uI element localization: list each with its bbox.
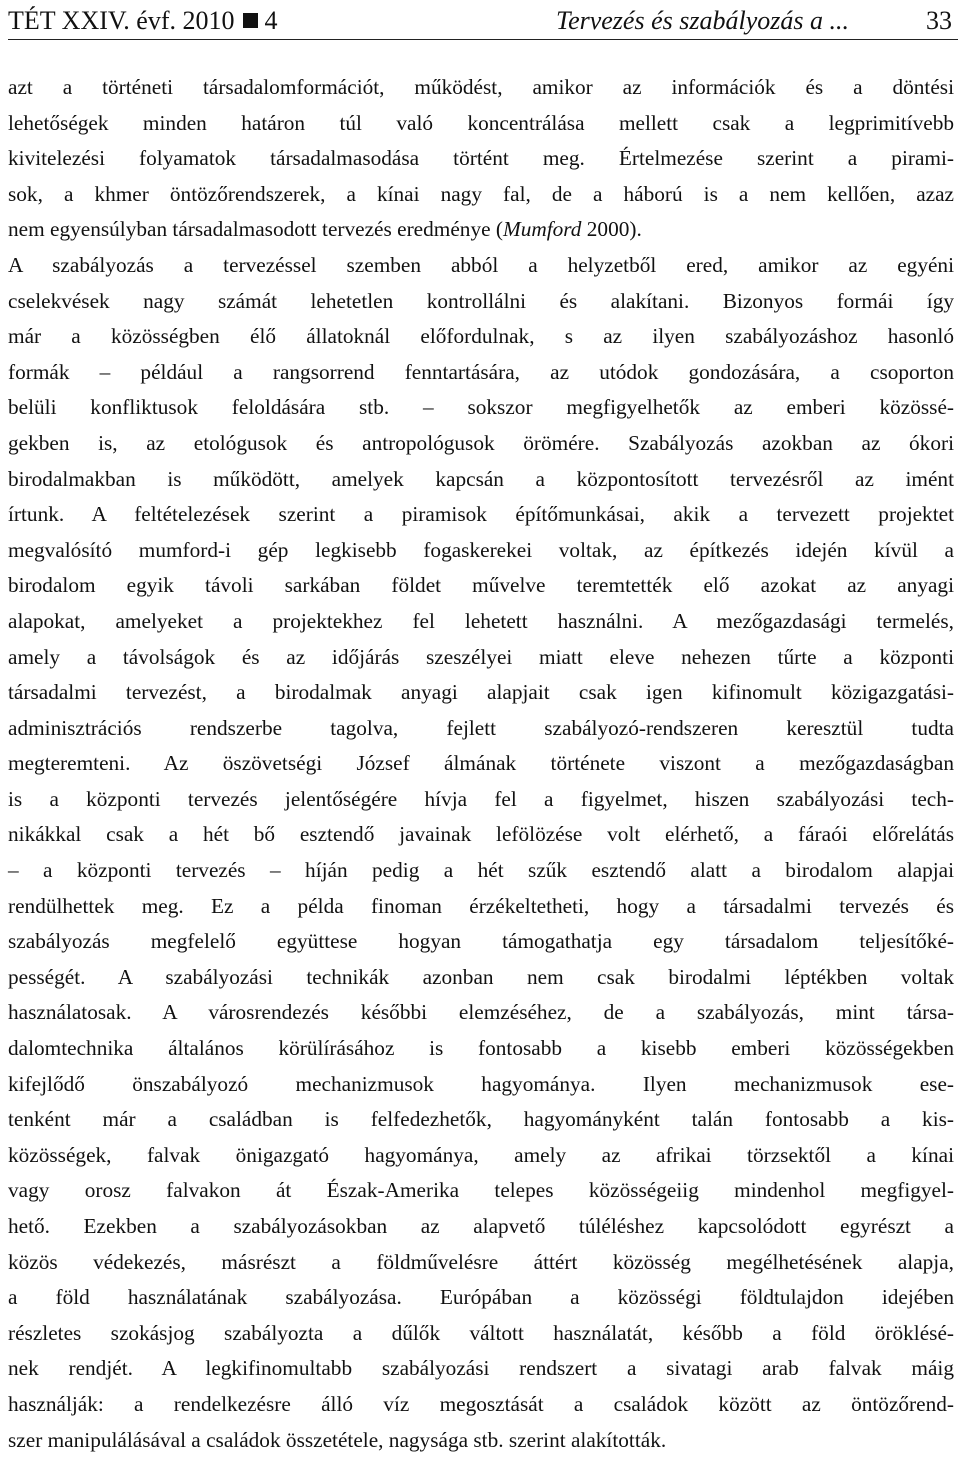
- document-page: [8, 0, 954, 1456]
- text-line: vagy orosz falvakon át Észak-Amerika telepes közösségeiig mindenhol megfigyel-: [8, 1178, 954, 1203]
- text-line: sok, a khmer öntözőrendszerek, a kínai nagy fal, de a háború is a nem kellően, azaz: [8, 181, 954, 206]
- text-line: belüli konfliktusok feloldására stb. – sokszor megfigyelhetők az emberi közössé-: [8, 395, 954, 420]
- text-line: közös védekezés, másrészt a földművelésre áttért közösség megélhetésének alapja,: [8, 1249, 954, 1274]
- text-line: tenként már a családban is felfedezhetők, hagyományként talán fontosabb a kis-: [8, 1107, 954, 1132]
- text-line: birodalmakban is működött, amelyek kapcsán a központosított tervezésről az imént: [8, 466, 954, 491]
- text-line: [8, 212, 954, 248]
- text-line: alapokat, amelyeket a projektekhez fel lehetett használni. A mezőgazdasági termelés,: [8, 608, 954, 633]
- text-line: adminisztrációs rendszerbe tagolva, fejlett szabályozó-rendszeren keresztül tudta: [8, 715, 954, 740]
- text-line: kifejlődő önszabályozó mechanizmusok hagyománya. Ilyen mechanizmusok ese-: [8, 1071, 954, 1096]
- journal-volume: TÉT XXIV. évf. 2010: [8, 6, 235, 35]
- text-line: amely a távolságok és az időjárás szeszélyei miatt eleve nehezen tűrte a központi: [8, 644, 954, 669]
- text-line: rendülhettek meg. Ez a példa finoman érzékeltetheti, hogy a társadalmi tervezés és: [8, 893, 954, 918]
- journal-info: [8, 4, 278, 38]
- text-line: – a központi tervezés – híján pedig a hét szűk esztendő alatt a birodalom alapjai: [8, 858, 954, 883]
- text-line: megteremteni. Az öszövetségi József álmának története viszont a mezőgazdaságban: [8, 751, 954, 776]
- page-number: 33: [926, 6, 952, 35]
- text-line: a föld használatának szabályozása. Európában a közösségi földtulajdon idejében: [8, 1285, 954, 1310]
- text-line: is a központi tervezés jelentőségére hívja fel a figyelmet, hiszen szabályozási tech-: [8, 786, 954, 811]
- text-line: hető. Ezekben a szabályozásokban az alapvető túléléshez kapcsolódott egyrészt a: [8, 1214, 954, 1238]
- running-header: [8, 4, 954, 38]
- body-text: [8, 70, 954, 1458]
- text-line: már a közösségben élő állatoknál előfordulnak, s az ilyen szabályozáshoz hasonló: [8, 324, 954, 349]
- header-rule: [8, 39, 958, 40]
- running-title: Tervezés és szabályozás a ...: [556, 6, 849, 35]
- citation-author: Mumford: [502, 217, 582, 242]
- text-line: részletes szokásjog szabályozta a dűlők váltott használatát, később a föld öröklésé-: [8, 1320, 954, 1345]
- text-line: gekben is, az etológusok és antropológusok örömére. Szabályozás azokban az ókori: [8, 430, 954, 455]
- text-line: cselekvések nagy számát lehetetlen kontrollálni és alakítani. Bizonyos formái így: [8, 288, 954, 313]
- text-line: formák – például a rangsorrend fenntartására, az utódok gondozására, a csoporton: [8, 359, 954, 384]
- text-line: kivitelezési folyamatok társadalmasodása történt meg. Értelmezése szerint a pirami-: [8, 146, 954, 171]
- text-line: társadalmi tervezést, a birodalmak anyagi alapjait csak igen kifinomult közigazgatási-: [8, 680, 954, 705]
- issue-number: 4: [264, 6, 278, 35]
- text-line: A szabályozás a tervezéssel szemben abból a helyzetből ered, amikor az egyéni: [8, 252, 954, 277]
- text-line: lehetőségek minden határon túl való koncentrálása mellett csak a legprimitívebb: [8, 110, 954, 135]
- text-line: megvalósító mumford-i gép legkisebb fogaskerekei voltak, az építkezés idején kívül a: [8, 537, 954, 562]
- text-segment: nem egyensúlyban társadalmasodott tervezés eredménye (: [8, 217, 503, 242]
- black-square-icon: [243, 13, 258, 28]
- text-line: nikákkal csak a hét bő esztendő javainak lefölözése volt elérhető, a fáraói előrelátás: [8, 822, 954, 847]
- text-line: pességét. A szabályozási technikák azonban nem csak birodalmi léptékben voltak: [8, 964, 954, 989]
- text-line: nek rendjét. A legkifinomultabb szabályozási rendszert a sivatagi arab falvak máig: [8, 1356, 954, 1381]
- text-line: használatosak. A városrendezés későbbi elemzéséhez, de a szabályozás, mint társa-: [8, 1000, 954, 1025]
- text-line: dalomtechnika általános körülírásához is fontosabb a kisebb emberi közösségekben: [8, 1036, 954, 1061]
- text-line: azt a történeti társadalomformációt, működést, amikor az információk és a döntési: [8, 75, 954, 99]
- text-line: használják: a rendelkezésre álló víz megosztását a családok között az öntözőrend-: [8, 1391, 954, 1416]
- text-line: szer manipulálásával a családok összetétele, nagysága stb. szerint alakították.: [8, 1427, 667, 1452]
- text-line: szabályozás megfelelő együttese hogyan támogathatja egy társadalom teljesítőké-: [8, 929, 954, 954]
- text-line: írtunk. A feltételezések szerint a piramisok építőmunkásai, akik a tervezett projektet: [8, 502, 954, 527]
- citation-year: 2000).: [581, 217, 642, 242]
- text-line: közösségek, falvak önigazgató hagyománya, amely az afrikai törzsektől a kínai: [8, 1142, 954, 1167]
- text-line: birodalom egyik távoli sarkában földet művelve teremtették elő azokat az anyagi: [8, 573, 954, 598]
